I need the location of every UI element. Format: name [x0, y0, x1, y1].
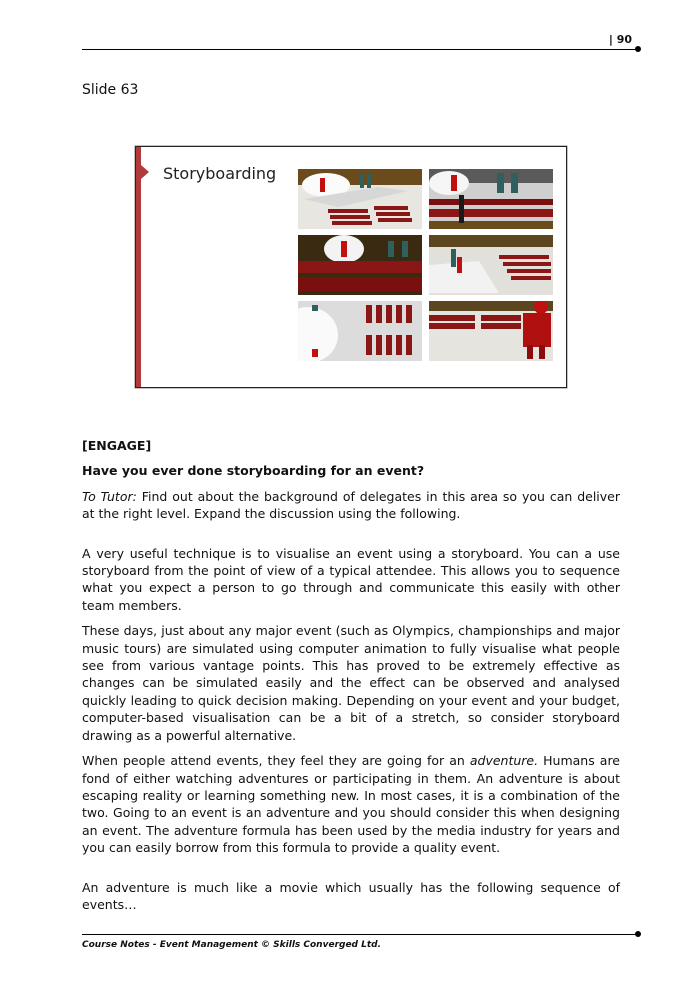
storyboard-frame-3 [298, 235, 422, 295]
header-rule [82, 49, 638, 50]
slide-title: Storyboarding [163, 164, 277, 183]
paragraph-3-start: When people attend events, they feel they are going for an [82, 753, 470, 769]
paragraph-2: These days, just about any major event (such as Olympics, championships and major music tours) are simulated using computer animation to fully visualise what people see from various vantage points. This has proved to be extremely effective as changes can be simulated easily and the effect can be observed and analysed quickly leading to quick decision making. Depending on your event and your budget, computer-based visualisation can be a bit of a stretch, so consider storyboard drawing as a powerful alternative. [82, 623, 620, 743]
paragraph-1: A very useful technique is to visualise an event using a storyboard. You can a use storyboard from the point of view of a typical attendee. This allows you to sequence what you expect a person to go through and communicate this easily with other team members. [82, 545, 620, 613]
slide-accent-bar [136, 147, 141, 387]
storyboard-frame-6 [429, 301, 553, 361]
storyboard-frame-5 [298, 301, 422, 361]
tutor-note [82, 488, 620, 523]
slide-heading: Slide 63 [82, 82, 139, 98]
paragraph-3 [82, 752, 620, 856]
tutor-label: To Tutor: [82, 488, 137, 504]
storyboard-frame-4 [429, 235, 553, 295]
page-number: | 90 [608, 33, 632, 46]
slide-bullet-arrow-icon [141, 165, 149, 179]
header-rule-dot [635, 46, 641, 52]
paragraph-4: An adventure is much like a movie which usually has the following sequence of events… [82, 879, 620, 912]
paragraph-3-emphasis: adventure. [469, 753, 539, 769]
slide-frame [135, 146, 567, 388]
storyboard-frame-2 [429, 169, 553, 229]
tutor-text: Find out about the background of delegates in this area so you can deliver at the right level. Expand the discussion using the following. [82, 488, 620, 522]
footer-rule-dot [635, 931, 641, 937]
footer-text: Course Notes - Event Management © Skills Converged Ltd. [82, 940, 382, 950]
paragraph-3-end: Humans are fond of either watching adventures or participating in them. An adventure is about escaping reality or learning something new. In most cases, it is a combination of the two. Going to an event is an adventure and you should consider this when designing an event. The adventure formula has been used by the media industry for years and you can easily borrow from this formula to provide a quality event. [82, 753, 620, 856]
body-text [82, 437, 620, 913]
storyboard-frame-1 [298, 169, 422, 229]
footer-rule [82, 934, 638, 935]
discussion-question: Have you ever done storyboarding for an event? [82, 463, 425, 479]
engage-tag: [ENGAGE] [82, 438, 152, 453]
